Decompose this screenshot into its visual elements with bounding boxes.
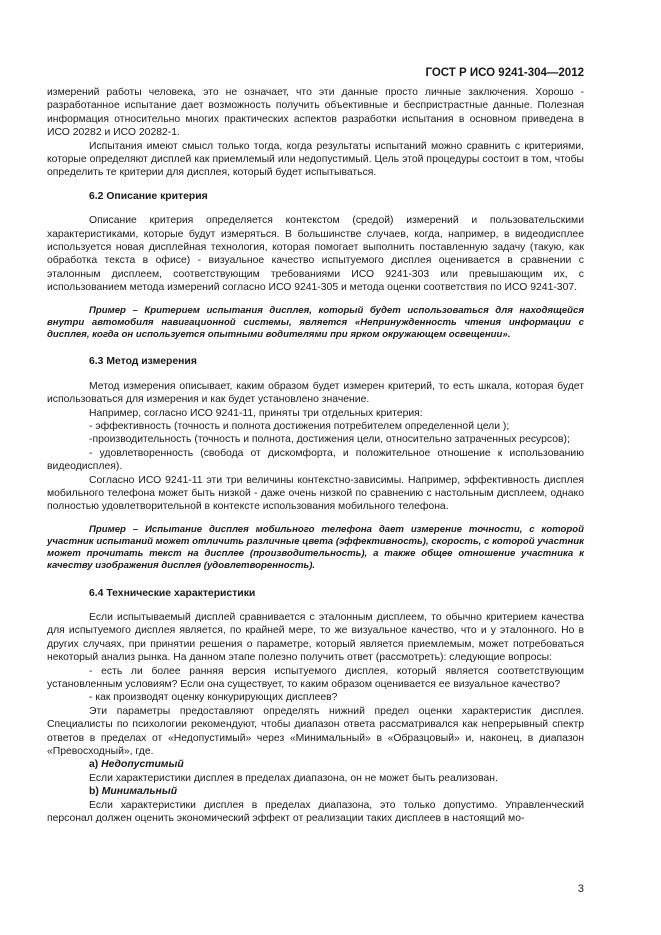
paragraph: Например, согласно ИСО 9241-11, приняты три отдельных критерия:: [89, 407, 423, 419]
subsection-b: [47, 785, 584, 798]
paragraph: Описание критерия определяется контекстом (средой) измерений и пользовательскими характеристиками, которые будут измеряться. В большинстве случаев, когда, например, в видеодисплее используется новая дисплейная технология, которая помогает выполнить поставленную задачу (такую, как обработка текста в офисе) - визуальное качество испытуемого дисплея оценивается в сравнении с эталонным дисплеем, соответствующим требованиями ИСО 9241-303 или превышающим их, с использованием метода измерений согласно ИСО 9241-305 и метода оценки соответствия по ИСО 9241-307.: [47, 215, 584, 294]
paragraph: Эти параметры предоставляют определять нижний предел оценки характеристик дисплея. Специалисты по психологии рекомендуют, чтобы диапазон ответа рассматривался как непрерывный спектр ответов в пределах от «Недопустимый» через «Минимальный» в «Образцовый» и, наконец, в диапазон «Превосходный», где.: [47, 705, 584, 758]
paragraph: Если характеристики дисплея в пределах диапазона, он не может быть реализован.: [89, 772, 498, 784]
list-item: - как производят оценку конкурирующих дисплеев?: [89, 692, 338, 704]
page-number: 3: [577, 883, 584, 895]
example-note: Пример – Критерием испытания дисплея, который будет использоваться для находящейся внутри автомобиля навигационной системы, является «Непринужденность чтения информации с дисплея, когда он используется опытными водителями при ярком окружающем освещении».: [47, 304, 584, 341]
subsection-a: [47, 758, 584, 771]
paragraph: Если характеристики дисплея в пределах диапазона, это только допустимо. Управленческий персонал должен оценить экономический эффект от реализации таких дисплеев в настоящий мо-: [47, 799, 584, 825]
list-item: - удовлетворенность (свобода от дискомфорта, и положительное отношение к использованию видеодисплея).: [47, 447, 584, 473]
section-heading-6-2: 6.2 Описание критерия: [89, 190, 208, 202]
paragraph: Метод измерения описывает, каким образом будет измерен критерий, то есть шкала, которая будет использоваться для измерения и как будет установлено значение.: [47, 380, 584, 406]
example-note: Пример – Испытание дисплея мобильного телефона дает измерение точности, с которой участник испытаний может отличить различные цвета (эффективность), скорость, с которой участник может прочитать текст на дисплее (производительность), а также общее отношение участника к качеству изображения дисплея (удовлетворенность).: [47, 523, 584, 572]
subsection-title: Минимальный: [101, 786, 178, 798]
section-heading-6-4: 6.4 Технические характеристики: [89, 587, 256, 599]
subsection-label: b): [89, 786, 99, 798]
paragraph: Согласно ИСО 9241-11 эти три величины контекстно-зависимы. Например, эффективность дисплея мобильного телефона может быть низкой - даже очень низкой по сравнению с настольным дисплеем, однако полностью удовлетворительной в контексте использования мобильного телефона.: [47, 474, 584, 513]
paragraph: измерений работы человека, это не означает, что эти данные просто личные заключения. Хорошо - разработанное испытание дает возможность получить объективные и беспристрастные данные. Полезная информация относительно многих практических аспектов разработки испытания в основном приведена в ИСО 20282 и ИСО 20282-1.: [47, 87, 584, 139]
subsection-label: a): [89, 759, 99, 771]
page-content: [47, 86, 584, 825]
list-item: - есть ли более ранняя версия испытуемого дисплея, который является соответствующим установленным условиям? Если она существует, то каким образом оценивается ее визуальное качество?: [47, 665, 584, 691]
document-header: ГОСТ Р ИСО 9241-304—2012: [425, 67, 584, 79]
list-item: - эффективность (точность и полнота достижения потребителем определенной цели );: [89, 420, 510, 432]
list-item: -производительность (точность и полнота, достижения цели, относительно затраченных ресурсов);: [89, 434, 570, 446]
section-heading-6-3: 6.3 Метод измерения: [89, 356, 197, 368]
paragraph: Если испытываемый дисплей сравнивается с эталонным дисплеем, то обычно критерием качества для испытуемого дисплея является, по крайней мере, то же визуальное качество, что и у эталонного. Но в других случаях, при принятии решения о параметре, который является приемлемым, может потребоваться некоторый анализ рынка. На данном этапе полезно получить ответ (рассмотреть): следующие вопросы:: [47, 611, 584, 664]
subsection-title: Недопустимый: [101, 759, 184, 771]
paragraph: Испытания имеют смысл только тогда, когда результаты испытаний можно сравнить с критериями, которые определяют дисплей как приемлемый или недопустимый. Цель этой процедуры состоит в том, чтобы определить те критерии для дисплея, который будет испытываться.: [47, 140, 584, 179]
